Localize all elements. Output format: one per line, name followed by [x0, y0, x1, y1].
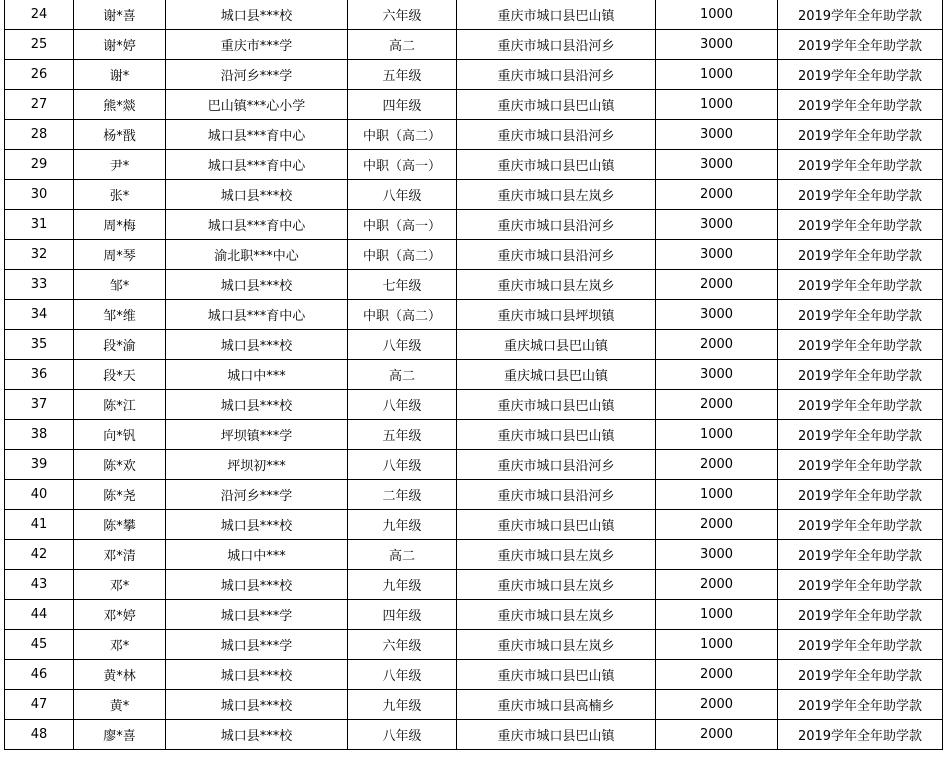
address-cell[interactable]: 重庆市城口县巴山镇 [457, 90, 656, 120]
aid-type-cell[interactable]: 2019学年全年助学款 [778, 720, 943, 750]
table-row [5, 240, 943, 270]
grade-cell[interactable]: 四年级 [348, 90, 457, 120]
table-row [5, 210, 943, 240]
aid-type-cell[interactable]: 2019学年全年助学款 [778, 420, 943, 450]
grade-cell[interactable]: 八年级 [348, 660, 457, 690]
table-row [5, 630, 943, 660]
student-name-cell[interactable]: 段*渝 [74, 330, 166, 360]
school-cell[interactable]: 城口县***校 [166, 690, 348, 720]
amount-cell[interactable]: 1000 [656, 600, 778, 630]
student-name-cell[interactable]: 廖*喜 [74, 720, 166, 750]
grade-cell[interactable]: 中职（高二） [348, 120, 457, 150]
table-row [5, 600, 943, 630]
student-name-cell[interactable]: 陈*江 [74, 390, 166, 420]
aid-type-cell[interactable]: 2019学年全年助学款 [778, 90, 943, 120]
student-name-cell[interactable]: 周*琴 [74, 240, 166, 270]
school-cell[interactable]: 坪坝初*** [166, 450, 348, 480]
school-cell[interactable]: 城口县***校 [166, 570, 348, 600]
row-number-cell[interactable]: 42 [5, 540, 74, 570]
address-cell[interactable]: 重庆市城口县巴山镇 [457, 510, 656, 540]
row-number-cell[interactable]: 45 [5, 630, 74, 660]
amount-cell[interactable]: 1000 [656, 60, 778, 90]
student-name-cell[interactable]: 邓* [74, 630, 166, 660]
aid-type-cell[interactable]: 2019学年全年助学款 [778, 480, 943, 510]
grade-cell[interactable]: 八年级 [348, 330, 457, 360]
school-cell[interactable]: 城口县***学 [166, 630, 348, 660]
student-name-cell[interactable]: 邓*婷 [74, 600, 166, 630]
amount-cell[interactable]: 3000 [656, 540, 778, 570]
amount-cell[interactable]: 2000 [656, 570, 778, 600]
student-name-cell[interactable]: 张* [74, 180, 166, 210]
school-cell[interactable]: 城口中*** [166, 360, 348, 390]
address-cell[interactable]: 重庆市城口县沿河乡 [457, 480, 656, 510]
aid-type-cell[interactable]: 2019学年全年助学款 [778, 570, 943, 600]
amount-cell[interactable]: 3000 [656, 150, 778, 180]
school-cell[interactable]: 城口县***校 [166, 390, 348, 420]
address-cell[interactable]: 重庆市城口县巴山镇 [457, 150, 656, 180]
address-cell[interactable]: 重庆市城口县巴山镇 [457, 0, 656, 30]
school-cell[interactable]: 城口县***校 [166, 330, 348, 360]
amount-cell[interactable]: 2000 [656, 390, 778, 420]
grade-cell[interactable]: 五年级 [348, 420, 457, 450]
student-name-cell[interactable]: 向*钒 [74, 420, 166, 450]
address-cell[interactable]: 重庆市城口县沿河乡 [457, 240, 656, 270]
aid-type-cell[interactable]: 2019学年全年助学款 [778, 330, 943, 360]
table-row [5, 540, 943, 570]
address-cell[interactable]: 重庆市城口县左岚乡 [457, 180, 656, 210]
row-number-cell[interactable]: 48 [5, 720, 74, 750]
address-cell[interactable]: 重庆市城口县巴山镇 [457, 420, 656, 450]
grade-cell[interactable]: 九年级 [348, 570, 457, 600]
student-name-cell[interactable]: 邹*维 [74, 300, 166, 330]
table-row [5, 720, 943, 750]
grade-cell[interactable]: 四年级 [348, 600, 457, 630]
address-cell[interactable]: 重庆市城口县巴山镇 [457, 390, 656, 420]
row-number-cell[interactable]: 36 [5, 360, 74, 390]
school-cell[interactable]: 沿河乡***学 [166, 480, 348, 510]
amount-cell[interactable]: 2000 [656, 720, 778, 750]
table-row [5, 120, 943, 150]
aid-type-cell[interactable]: 2019学年全年助学款 [778, 510, 943, 540]
grade-cell[interactable]: 九年级 [348, 690, 457, 720]
grade-cell[interactable]: 六年级 [348, 630, 457, 660]
school-cell[interactable]: 城口县***育中心 [166, 300, 348, 330]
table-row [5, 660, 943, 690]
address-cell[interactable]: 重庆城口县巴山镇 [457, 360, 656, 390]
row-number-cell[interactable]: 24 [5, 0, 74, 30]
table-row [5, 30, 943, 60]
address-cell[interactable]: 重庆市城口县左岚乡 [457, 570, 656, 600]
amount-cell[interactable]: 1000 [656, 0, 778, 30]
row-number-cell[interactable]: 32 [5, 240, 74, 270]
address-cell[interactable]: 重庆市城口县巴山镇 [457, 720, 656, 750]
address-cell[interactable]: 重庆市城口县沿河乡 [457, 120, 656, 150]
amount-cell[interactable]: 3000 [656, 300, 778, 330]
row-number-cell[interactable]: 46 [5, 660, 74, 690]
address-cell[interactable]: 重庆市城口县左岚乡 [457, 600, 656, 630]
table-row [5, 60, 943, 90]
grade-cell[interactable]: 中职（高一） [348, 150, 457, 180]
row-number-cell[interactable]: 34 [5, 300, 74, 330]
school-cell[interactable]: 坪坝镇***学 [166, 420, 348, 450]
address-cell[interactable]: 重庆市城口县左岚乡 [457, 270, 656, 300]
row-number-cell[interactable]: 47 [5, 690, 74, 720]
aid-type-cell[interactable]: 2019学年全年助学款 [778, 540, 943, 570]
aid-type-cell[interactable]: 2019学年全年助学款 [778, 300, 943, 330]
amount-cell[interactable]: 2000 [656, 180, 778, 210]
table-row [5, 510, 943, 540]
aid-type-cell[interactable]: 2019学年全年助学款 [778, 60, 943, 90]
aid-type-cell[interactable]: 2019学年全年助学款 [778, 270, 943, 300]
table-row [5, 0, 943, 30]
student-name-cell[interactable]: 谢* [74, 60, 166, 90]
table-row [5, 360, 943, 390]
amount-cell[interactable]: 1000 [656, 90, 778, 120]
school-cell[interactable]: 城口县***校 [166, 270, 348, 300]
aid-type-cell[interactable]: 2019学年全年助学款 [778, 30, 943, 60]
address-cell[interactable]: 重庆市城口县沿河乡 [457, 60, 656, 90]
amount-cell[interactable]: 1000 [656, 420, 778, 450]
address-cell[interactable]: 重庆市城口县左岚乡 [457, 540, 656, 570]
aid-type-cell[interactable]: 2019学年全年助学款 [778, 210, 943, 240]
aid-type-cell[interactable]: 2019学年全年助学款 [778, 360, 943, 390]
row-number-cell[interactable]: 28 [5, 120, 74, 150]
row-number-cell[interactable]: 25 [5, 30, 74, 60]
address-cell[interactable]: 重庆市城口县左岚乡 [457, 630, 656, 660]
table-row [5, 150, 943, 180]
aid-type-cell[interactable]: 2019学年全年助学款 [778, 120, 943, 150]
grade-cell[interactable]: 八年级 [348, 390, 457, 420]
amount-cell[interactable]: 2000 [656, 450, 778, 480]
student-name-cell[interactable]: 周*梅 [74, 210, 166, 240]
school-cell[interactable]: 城口县***校 [166, 180, 348, 210]
table-row [5, 330, 943, 360]
school-cell[interactable]: 城口县***校 [166, 720, 348, 750]
student-name-cell[interactable]: 熊*燚 [74, 90, 166, 120]
student-name-cell[interactable]: 陈*欢 [74, 450, 166, 480]
table-row [5, 180, 943, 210]
table-row [5, 270, 943, 300]
student-name-cell[interactable]: 陈*尧 [74, 480, 166, 510]
amount-cell[interactable]: 3000 [656, 240, 778, 270]
table-row [5, 450, 943, 480]
student-name-cell[interactable]: 邓* [74, 570, 166, 600]
amount-cell[interactable]: 3000 [656, 210, 778, 240]
grade-cell[interactable]: 高二 [348, 540, 457, 570]
student-name-cell[interactable]: 邹* [74, 270, 166, 300]
row-number-cell[interactable]: 30 [5, 180, 74, 210]
school-cell[interactable]: 城口县***育中心 [166, 210, 348, 240]
school-cell[interactable]: 沿河乡***学 [166, 60, 348, 90]
row-number-cell[interactable]: 27 [5, 90, 74, 120]
row-number-cell[interactable]: 37 [5, 390, 74, 420]
table-row [5, 90, 943, 120]
table-row [5, 690, 943, 720]
table-row [5, 390, 943, 420]
student-aid-table [4, 0, 943, 750]
amount-cell[interactable]: 2000 [656, 510, 778, 540]
row-number-cell[interactable]: 41 [5, 510, 74, 540]
amount-cell[interactable]: 3000 [656, 360, 778, 390]
school-cell[interactable]: 重庆市***学 [166, 30, 348, 60]
grade-cell[interactable]: 八年级 [348, 180, 457, 210]
student-name-cell[interactable]: 黄*林 [74, 660, 166, 690]
address-cell[interactable]: 重庆市城口县巴山镇 [457, 660, 656, 690]
school-cell[interactable]: 城口县***育中心 [166, 150, 348, 180]
student-name-cell[interactable]: 杨*戬 [74, 120, 166, 150]
table-row [5, 480, 943, 510]
grade-cell[interactable]: 七年级 [348, 270, 457, 300]
row-number-cell[interactable]: 26 [5, 60, 74, 90]
aid-type-cell[interactable]: 2019学年全年助学款 [778, 660, 943, 690]
amount-cell[interactable]: 2000 [656, 330, 778, 360]
student-name-cell[interactable]: 谢*喜 [74, 0, 166, 30]
grade-cell[interactable]: 中职（高二） [348, 300, 457, 330]
grade-cell[interactable]: 高二 [348, 30, 457, 60]
student-name-cell[interactable]: 陈*攀 [74, 510, 166, 540]
address-cell[interactable]: 重庆市城口县高楠乡 [457, 690, 656, 720]
address-cell[interactable]: 重庆城口县巴山镇 [457, 330, 656, 360]
table-row [5, 300, 943, 330]
row-number-cell[interactable]: 29 [5, 150, 74, 180]
grade-cell[interactable]: 五年级 [348, 60, 457, 90]
school-cell[interactable]: 巴山镇***心小学 [166, 90, 348, 120]
aid-type-cell[interactable]: 2019学年全年助学款 [778, 690, 943, 720]
grade-cell[interactable]: 高二 [348, 360, 457, 390]
grade-cell[interactable]: 九年级 [348, 510, 457, 540]
address-cell[interactable]: 重庆市城口县坪坝镇 [457, 300, 656, 330]
aid-type-cell[interactable]: 2019学年全年助学款 [778, 390, 943, 420]
grade-cell[interactable]: 八年级 [348, 720, 457, 750]
aid-type-cell[interactable]: 2019学年全年助学款 [778, 0, 943, 30]
grade-cell[interactable]: 二年级 [348, 480, 457, 510]
student-name-cell[interactable]: 尹* [74, 150, 166, 180]
table-row [5, 420, 943, 450]
grade-cell[interactable]: 中职（高一） [348, 210, 457, 240]
row-number-cell[interactable]: 43 [5, 570, 74, 600]
school-cell[interactable]: 城口县***育中心 [166, 120, 348, 150]
grade-cell[interactable]: 八年级 [348, 450, 457, 480]
table-row [5, 570, 943, 600]
row-number-cell[interactable]: 38 [5, 420, 74, 450]
row-number-cell[interactable]: 35 [5, 330, 74, 360]
amount-cell[interactable]: 3000 [656, 120, 778, 150]
amount-cell[interactable]: 2000 [656, 660, 778, 690]
school-cell[interactable]: 城口县***学 [166, 600, 348, 630]
school-cell[interactable]: 渝北职***中心 [166, 240, 348, 270]
row-number-cell[interactable]: 40 [5, 480, 74, 510]
row-number-cell[interactable]: 44 [5, 600, 74, 630]
address-cell[interactable]: 重庆市城口县沿河乡 [457, 450, 656, 480]
address-cell[interactable]: 重庆市城口县沿河乡 [457, 210, 656, 240]
student-name-cell[interactable]: 谢*婷 [74, 30, 166, 60]
aid-type-cell[interactable]: 2019学年全年助学款 [778, 630, 943, 660]
student-name-cell[interactable]: 段*天 [74, 360, 166, 390]
school-cell[interactable]: 城口中*** [166, 540, 348, 570]
aid-type-cell[interactable]: 2019学年全年助学款 [778, 150, 943, 180]
student-name-cell[interactable]: 邓*清 [74, 540, 166, 570]
amount-cell[interactable]: 2000 [656, 270, 778, 300]
school-cell[interactable]: 城口县***校 [166, 0, 348, 30]
school-cell[interactable]: 城口县***校 [166, 510, 348, 540]
row-number-cell[interactable]: 31 [5, 210, 74, 240]
aid-type-cell[interactable]: 2019学年全年助学款 [778, 240, 943, 270]
address-cell[interactable]: 重庆市城口县沿河乡 [457, 30, 656, 60]
school-cell[interactable]: 城口县***校 [166, 660, 348, 690]
amount-cell[interactable]: 1000 [656, 630, 778, 660]
aid-type-cell[interactable]: 2019学年全年助学款 [778, 450, 943, 480]
row-number-cell[interactable]: 39 [5, 450, 74, 480]
grade-cell[interactable]: 六年级 [348, 0, 457, 30]
amount-cell[interactable]: 3000 [656, 30, 778, 60]
table-body [5, 0, 943, 750]
student-name-cell[interactable]: 黄* [74, 690, 166, 720]
aid-type-cell[interactable]: 2019学年全年助学款 [778, 180, 943, 210]
aid-type-cell[interactable]: 2019学年全年助学款 [778, 600, 943, 630]
row-number-cell[interactable]: 33 [5, 270, 74, 300]
grade-cell[interactable]: 中职（高二） [348, 240, 457, 270]
amount-cell[interactable]: 1000 [656, 480, 778, 510]
amount-cell[interactable]: 2000 [656, 690, 778, 720]
